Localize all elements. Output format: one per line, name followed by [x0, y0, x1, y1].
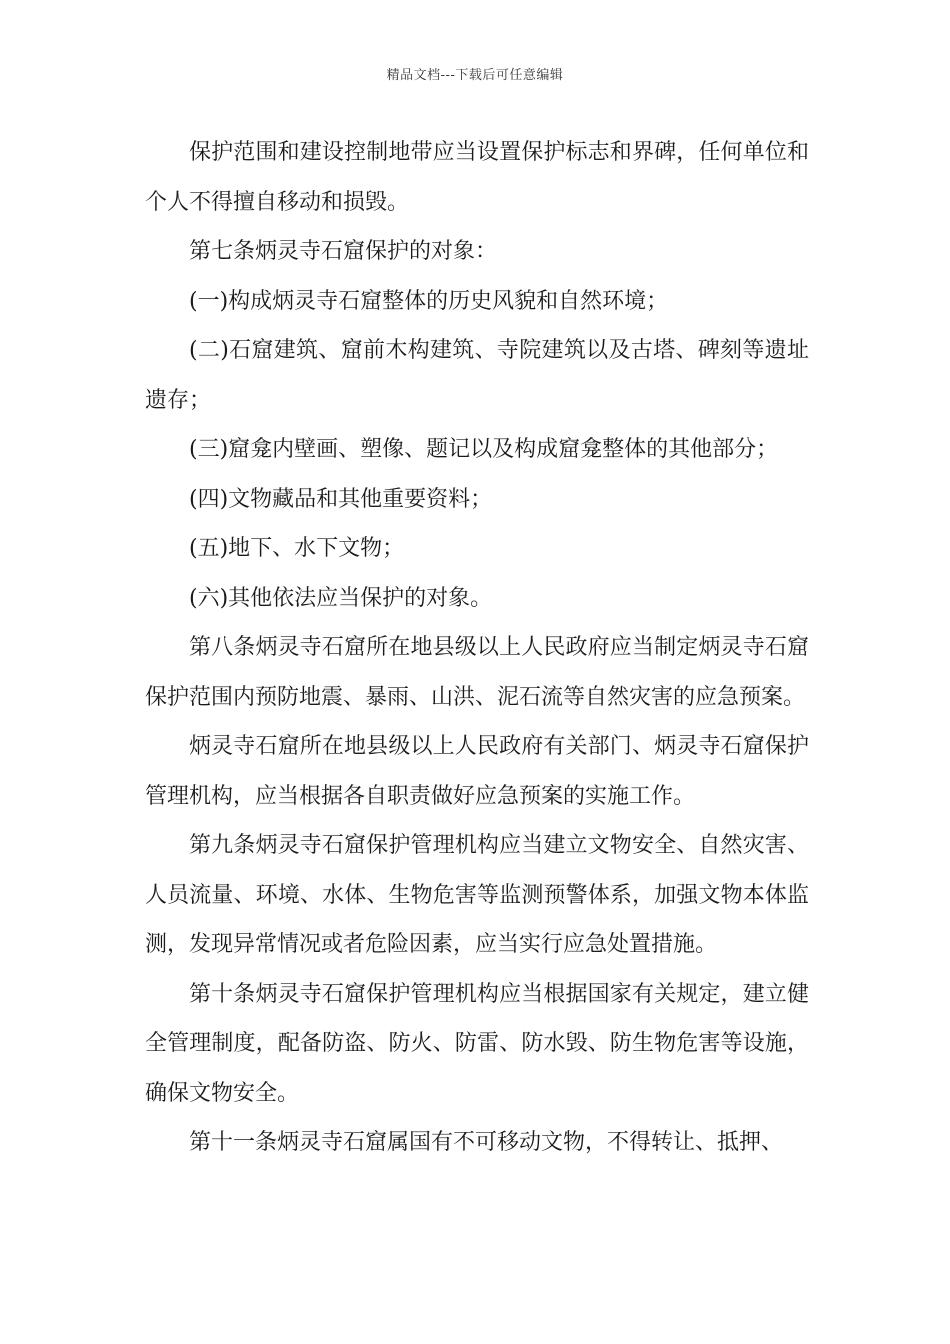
- paragraph: 保护范围和建设控制地带应当设置保护标志和界碑，任何单位和个人不得擅自移动和损毁。: [145, 140, 809, 215]
- paragraph: (四)文物藏品和其他重要资料；: [189, 486, 493, 512]
- document-body: [145, 128, 809, 1168]
- paragraph: 第十条炳灵寺石窟保护管理机构应当根据国家有关规定，建立健全管理制度，配备防盗、防火、防雷、防水毁、防生物危害等设施，确保文物安全。: [145, 981, 809, 1106]
- page-header: 精品文档---下载后可任意编辑: [386, 68, 564, 83]
- paragraph: (五)地下、水下文物；: [189, 536, 405, 561]
- paragraph: 第九条炳灵寺石窟保护管理机构应当建立文物安全、自然灾害、人员流量、环境、水体、生物危害等监测预警体系，加强文物本体监测，发现异常情况或者危险因素，应当实行应急处置措施。: [145, 833, 809, 957]
- paragraph: 炳灵寺石窟所在地县级以上人民政府有关部门、炳灵寺石窟保护管理机构，应当根据各自职责做好应急预案的实施工作。: [145, 734, 809, 809]
- paragraph: (一)构成炳灵寺石窟整体的历史风貌和自然环境；: [189, 288, 669, 314]
- paragraph: (六)其他依法应当保护的对象。: [189, 585, 493, 611]
- paragraph: 第十一条炳灵寺石窟属国有不可移动文物，不得转让、抵押、: [189, 1130, 784, 1155]
- paragraph: (三)窟龛内壁画、塑像、题记以及构成窟龛整体的其他部分；: [189, 437, 779, 462]
- paragraph: (二)石窟建筑、窟前木构建筑、寺院建筑以及古塔、碑刻等遗址遗存；: [145, 338, 809, 413]
- paragraph: 第八条炳灵寺石窟所在地县级以上人民政府应当制定炳灵寺石窟保护范围内预防地震、暴雨、山洪、泥石流等自然灾害的应急预案。: [145, 635, 809, 710]
- paragraph: 第七条炳灵寺石窟保护的对象：: [189, 239, 498, 264]
